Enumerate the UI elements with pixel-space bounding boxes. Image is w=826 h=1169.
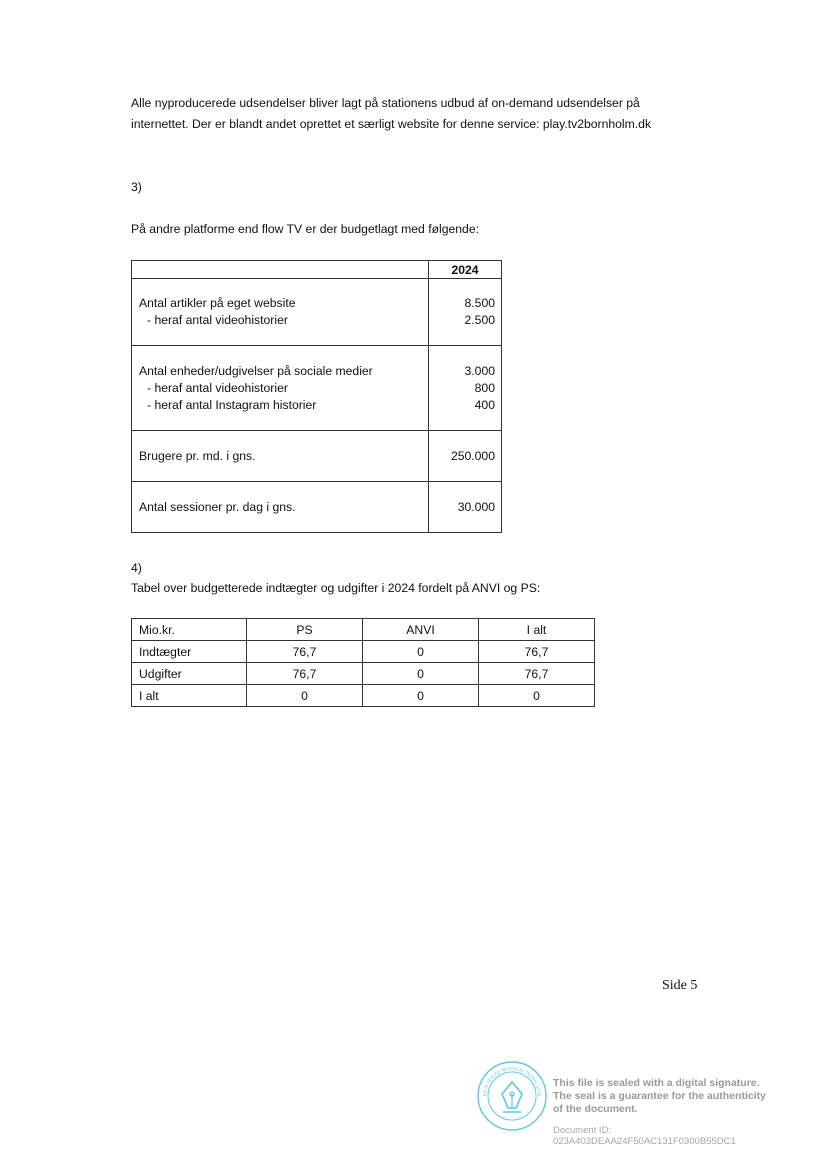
seal-ring-text: ILE IS SEALED WITH ELECTRONIC SIGN bbox=[481, 1065, 543, 1097]
row-value: 250.000 bbox=[450, 448, 495, 463]
table-cell: 76,7 bbox=[479, 663, 595, 685]
seal-document-id bbox=[553, 1125, 736, 1147]
row-label: Antal artikler på eget website bbox=[139, 296, 296, 310]
row-sublabel: - heraf antal videohistorier bbox=[147, 380, 288, 395]
seal-line-1: This file is sealed with a digital signature. bbox=[553, 1077, 760, 1089]
intro-paragraph bbox=[131, 93, 731, 135]
table-cell: 0 bbox=[247, 685, 363, 707]
table-row bbox=[132, 685, 595, 707]
row-value: 3.000 bbox=[464, 363, 495, 378]
year-header: 2024 bbox=[429, 261, 502, 279]
table-header-row bbox=[132, 619, 595, 641]
platform-budget-table bbox=[131, 260, 502, 533]
table-row bbox=[132, 346, 502, 431]
table-header-empty bbox=[132, 261, 429, 279]
document-id-label: Document ID: bbox=[553, 1125, 612, 1136]
column-header: I alt bbox=[479, 619, 595, 641]
intro-line-2: internettet. Der er blandt andet oprettet et særligt website for denne service: play.tv2bornholm.dk bbox=[131, 117, 652, 131]
digital-seal-icon bbox=[476, 1060, 548, 1132]
table-cell: 76,7 bbox=[479, 641, 595, 663]
column-header: PS bbox=[247, 619, 363, 641]
column-header: ANVI bbox=[363, 619, 479, 641]
row-subvalue: 2.500 bbox=[464, 313, 495, 327]
row-value: 30.000 bbox=[457, 499, 495, 514]
seal-notice bbox=[553, 1077, 793, 1116]
table-cell: 76,7 bbox=[247, 663, 363, 685]
row-label: Antal enheder/udgivelser på sociale medier bbox=[139, 363, 373, 378]
table-row bbox=[132, 482, 502, 533]
row-sublabel: - heraf antal Instagram historier bbox=[147, 397, 317, 412]
section-3-number: 3) bbox=[131, 180, 142, 194]
row-value: 8.500 bbox=[464, 296, 495, 310]
table-row bbox=[132, 431, 502, 482]
column-header: Mio.kr. bbox=[132, 619, 247, 641]
table-cell: 0 bbox=[363, 685, 479, 707]
row-subvalue: 400 bbox=[474, 397, 495, 412]
intro-line-1: Alle nyproducerede udsendelser bliver lagt på stationens udbud af on-demand udsendelser på bbox=[131, 96, 640, 110]
seal-line-2: The seal is a guarantee for the authenticity bbox=[553, 1090, 766, 1102]
section-3-intro: På andre platforme end flow TV er der budgetlagt med følgende: bbox=[131, 222, 480, 236]
seal-line-3: of the document. bbox=[553, 1103, 638, 1115]
table-cell: I alt bbox=[132, 685, 247, 707]
table-row bbox=[132, 663, 595, 685]
table-row bbox=[132, 641, 595, 663]
page-number: Side 5 bbox=[662, 978, 698, 993]
income-expense-table bbox=[131, 618, 595, 707]
row-sublabel: - heraf antal videohistorier bbox=[147, 313, 288, 327]
table-cell: 0 bbox=[363, 641, 479, 663]
row-label: Brugere pr. md. i gns. bbox=[139, 448, 256, 463]
table-cell: Udgifter bbox=[132, 663, 247, 685]
section-4-number: 4) bbox=[131, 561, 142, 575]
table-header-row bbox=[132, 261, 502, 279]
table-cell: Indtægter bbox=[132, 641, 247, 663]
document-id-value: 023A403DEAA24F50AC131F0300B55DC1 bbox=[553, 1136, 736, 1147]
table-row bbox=[132, 279, 502, 346]
row-label: Antal sessioner pr. dag i gns. bbox=[139, 499, 296, 514]
table-cell: 76,7 bbox=[247, 641, 363, 663]
section-4-intro: Tabel over budgetterede indtægter og udgifter i 2024 fordelt på ANVI og PS: bbox=[131, 581, 541, 595]
table-cell: 0 bbox=[363, 663, 479, 685]
row-subvalue: 800 bbox=[474, 380, 495, 395]
table-cell: 0 bbox=[479, 685, 595, 707]
